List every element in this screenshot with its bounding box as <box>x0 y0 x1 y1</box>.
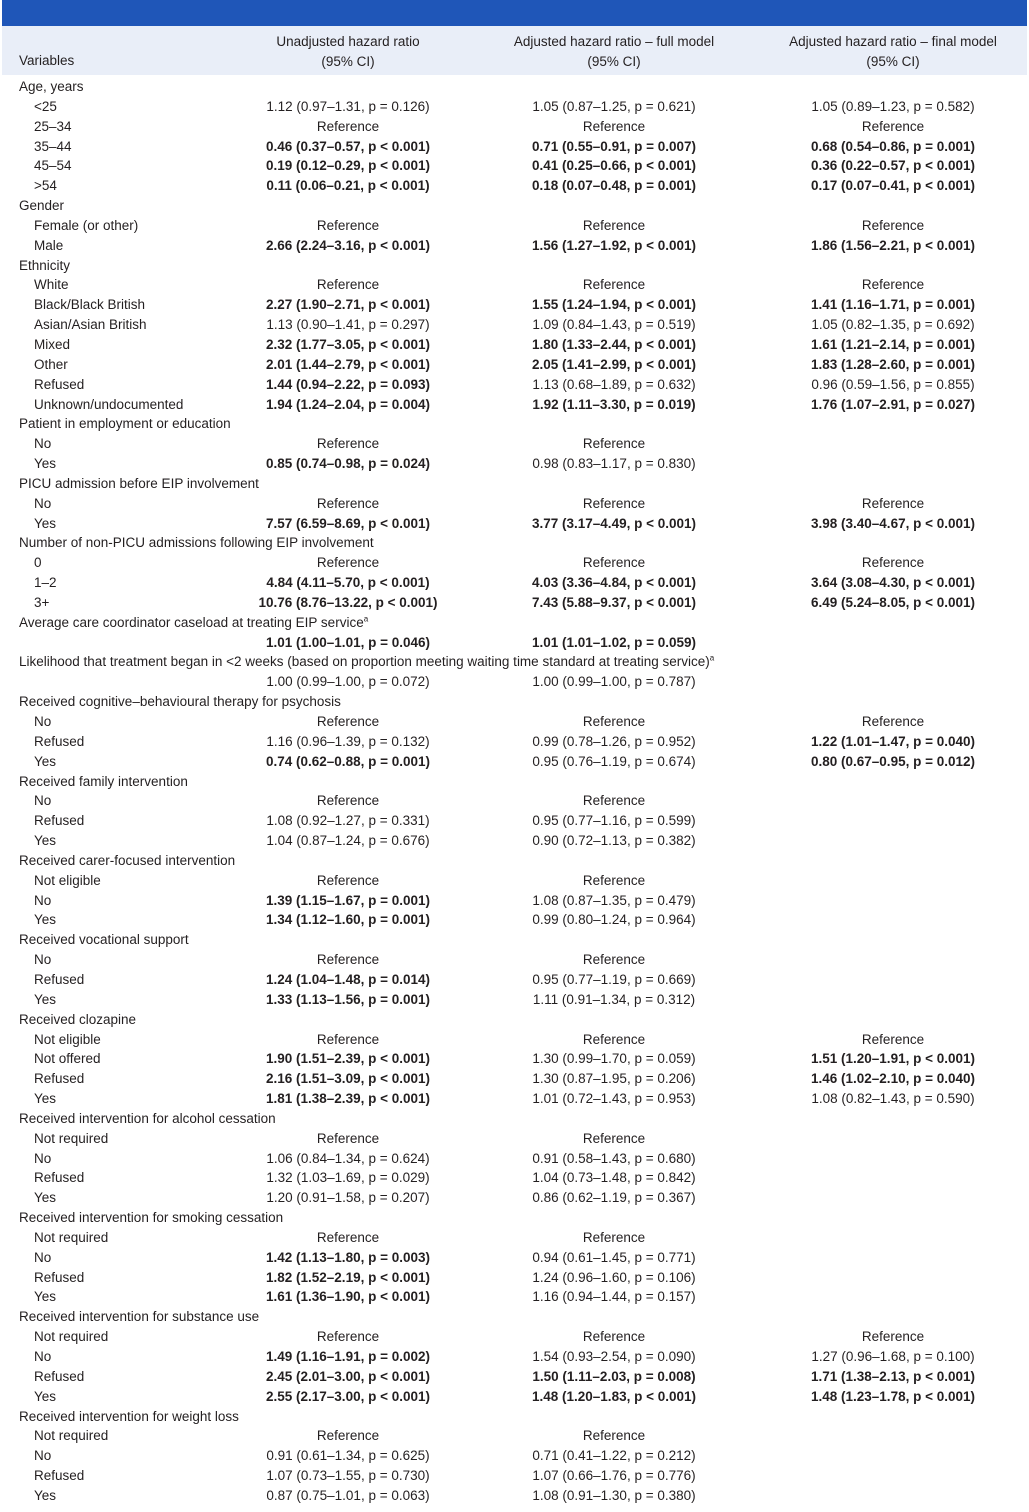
unadjusted-hr-cell: 0.85 (0.74–0.98, p = 0.024) <box>266 456 430 472</box>
row-label: Yes <box>34 456 57 472</box>
full-model-hr-cell: 1.54 (0.93–2.54, p = 0.090) <box>532 1349 696 1364</box>
header-col-unadjusted <box>198 32 498 72</box>
full-model-hr-cell: 0.99 (0.78–1.26, p = 0.952) <box>532 733 696 749</box>
table-header <box>2 26 1027 75</box>
row-label: 45–54 <box>34 158 72 174</box>
full-model-hr-cell: Reference <box>582 118 646 134</box>
final-model-hr-cell: 1.71 (1.38–2.13, p < 0.001) <box>811 1368 975 1384</box>
unadjusted-hr-cell: Reference <box>316 495 380 511</box>
table-row <box>0 990 1029 1010</box>
unadjusted-hr-cell: Reference <box>316 793 380 809</box>
unadjusted-hr-cell: Reference <box>316 277 380 293</box>
unadjusted-hr-cell: 1.12 (0.97–1.31, p = 0.126) <box>266 98 430 114</box>
full-model-hr-cell: 1.01 (0.72–1.43, p = 0.953) <box>532 1091 696 1107</box>
group-label: Age, years <box>19 79 84 94</box>
unadjusted-hr-cell: 1.34 (1.12–1.60, p = 0.001) <box>266 912 430 928</box>
full-model-hr-cell: 0.98 (0.83–1.17, p = 0.830) <box>532 456 696 472</box>
group-label: Number of non-PICU admissions following EIP involvement <box>19 535 374 551</box>
table-row <box>0 1387 1029 1407</box>
table-row <box>0 176 1029 196</box>
table-group-row <box>0 77 1029 97</box>
full-model-hr-cell: 0.41 (0.25–0.66, p < 0.001) <box>532 158 696 174</box>
table-row <box>0 573 1029 593</box>
unadjusted-hr-cell: Reference <box>316 1428 380 1444</box>
unadjusted-hr-cell: 1.81 (1.38–2.39, p < 0.001) <box>266 1091 430 1107</box>
table-row <box>0 315 1029 335</box>
header-col-final-model <box>743 32 1029 72</box>
unadjusted-hr-cell: 2.45 (2.01–3.00, p < 0.001) <box>266 1368 430 1384</box>
full-model-hr-cell: 0.95 (0.76–1.19, p = 0.674) <box>532 753 696 769</box>
unadjusted-hr-cell: 1.20 (0.91–1.58, p = 0.207) <box>266 1190 430 1206</box>
group-label: Average care coordinator caseload at treating EIP service$^a$ <box>19 614 369 630</box>
row-label: Refused <box>34 733 85 749</box>
final-model-hr-cell: Reference <box>861 217 925 233</box>
full-model-hr-cell: 0.18 (0.07–0.48, p = 0.001) <box>532 178 696 194</box>
table-row <box>0 1268 1029 1288</box>
unadjusted-hr-cell: Reference <box>316 952 380 968</box>
table-row <box>0 335 1029 355</box>
table-row <box>0 831 1029 851</box>
full-model-hr-cell: Reference <box>582 436 646 452</box>
table-row <box>0 871 1029 891</box>
unadjusted-hr-cell: 1.01 (1.00–1.01, p = 0.046) <box>266 634 430 650</box>
row-label: Refused <box>34 1269 85 1285</box>
full-model-hr-cell: 0.99 (0.80–1.24, p = 0.964) <box>532 912 696 928</box>
header-col-unadjusted-ci: (95% CI) <box>321 54 375 69</box>
full-model-hr-cell: Reference <box>582 1329 646 1345</box>
unadjusted-hr-cell: Reference <box>316 714 380 729</box>
final-model-hr-cell: 1.51 (1.20–1.91, p < 0.001) <box>811 1051 975 1067</box>
unadjusted-hr-cell: 2.27 (1.90–2.71, p < 0.001) <box>266 297 430 313</box>
table-row <box>0 1149 1029 1169</box>
table-row <box>0 553 1029 573</box>
table-group-row <box>0 692 1029 712</box>
table-row <box>0 593 1029 613</box>
full-model-hr-cell: 1.07 (0.66–1.76, p = 0.776) <box>532 1468 696 1484</box>
table-row <box>0 494 1029 514</box>
full-model-hr-cell: Reference <box>582 793 646 809</box>
full-model-hr-cell: 1.92 (1.11–3.30, p = 0.019) <box>532 396 696 412</box>
full-model-hr-cell: 1.50 (1.11–2.03, p = 0.008) <box>532 1368 696 1384</box>
full-model-hr-cell: 1.04 (0.73–1.48, p = 0.842) <box>532 1170 696 1186</box>
final-model-hr-cell: 0.17 (0.07–0.41, p < 0.001) <box>811 178 975 194</box>
row-label: 1–2 <box>34 575 57 591</box>
row-label: No <box>34 1249 52 1265</box>
table-row <box>0 891 1029 911</box>
table-row <box>0 1486 1029 1506</box>
final-model-hr-cell: 1.83 (1.28–2.60, p = 0.001) <box>811 356 975 372</box>
unadjusted-hr-cell: 1.90 (1.51–2.39, p < 0.001) <box>266 1051 430 1067</box>
group-label: PICU admission before EIP involvement <box>19 475 259 491</box>
table-group-row <box>0 1010 1029 1030</box>
table-row <box>0 137 1029 157</box>
table-row <box>0 295 1029 315</box>
group-label: Likelihood that treatment began in <2 weeks (based on proportion meeting waiting time standard at treating service)$^a$ <box>19 653 715 670</box>
group-label: Received family intervention <box>19 773 188 789</box>
final-model-hr-cell: 1.76 (1.07–2.91, p = 0.027) <box>811 396 975 412</box>
header-col-final-model-title: Adjusted hazard ratio – final model <box>789 34 997 49</box>
unadjusted-hr-cell: 1.13 (0.90–1.41, p = 0.297) <box>266 317 430 333</box>
row-label: Yes <box>34 1190 57 1206</box>
unadjusted-hr-cell: 1.04 (0.87–1.24, p = 0.676) <box>266 833 430 849</box>
unadjusted-hr-cell: 1.44 (0.94–2.22, p = 0.093) <box>266 376 430 392</box>
unadjusted-hr-cell: Reference <box>316 217 380 233</box>
full-model-hr-cell: 1.55 (1.24–1.94, p < 0.001) <box>532 297 696 313</box>
table-row <box>0 1168 1029 1188</box>
table-row <box>0 216 1029 236</box>
footnote-marker: a <box>709 653 715 663</box>
full-model-hr-cell: Reference <box>582 952 646 968</box>
header-col-final-model-ci: (95% CI) <box>866 54 920 69</box>
table-group-row <box>0 613 1029 633</box>
row-label: Asian/Asian British <box>34 317 147 333</box>
table-row <box>0 672 1029 692</box>
unadjusted-hr-cell: 10.76 (8.76–13.22, p < 0.001) <box>258 594 438 610</box>
header-col-full-model <box>464 32 764 72</box>
unadjusted-hr-cell: 0.46 (0.37–0.57, p < 0.001) <box>266 138 430 154</box>
table-row <box>0 275 1029 295</box>
full-model-hr-cell: Reference <box>582 1130 646 1146</box>
unadjusted-hr-cell: 2.16 (1.51–3.09, p < 0.001) <box>266 1071 430 1087</box>
unadjusted-hr-cell: 1.33 (1.13–1.56, p = 0.001) <box>266 991 430 1007</box>
unadjusted-hr-cell: 1.94 (1.24–2.04, p = 0.004) <box>266 396 430 412</box>
table-group-row <box>0 652 1029 672</box>
row-label: Yes <box>34 515 57 531</box>
unadjusted-hr-cell: 0.74 (0.62–0.88, p = 0.001) <box>266 753 430 769</box>
table-row <box>0 1347 1029 1367</box>
table-row <box>0 1426 1029 1446</box>
table-row <box>0 752 1029 772</box>
full-model-hr-cell: 0.95 (0.77–1.16, p = 0.599) <box>532 813 696 829</box>
final-model-hr-cell: 1.08 (0.82–1.43, p = 0.590) <box>811 1091 975 1107</box>
full-model-hr-cell: 1.00 (0.99–1.00, p = 0.787) <box>532 674 696 690</box>
row-label: Not required <box>34 1428 109 1444</box>
group-label: Received clozapine <box>19 1011 137 1027</box>
row-label: Yes <box>34 991 57 1007</box>
final-model-hr-cell: 1.05 (0.89–1.23, p = 0.582) <box>811 98 975 114</box>
unadjusted-hr-cell: 1.61 (1.36–1.90, p < 0.001) <box>266 1289 430 1305</box>
header-col-full-model-ci: (95% CI) <box>587 54 641 69</box>
table-group-row <box>0 1109 1029 1129</box>
full-model-hr-cell: 4.03 (3.36–4.84, p < 0.001) <box>532 575 696 591</box>
table-row <box>0 791 1029 811</box>
unadjusted-hr-cell: 0.91 (0.61–1.34, p = 0.625) <box>266 1448 430 1464</box>
final-model-hr-cell: 6.49 (5.24–8.05, p < 0.001) <box>811 594 975 610</box>
row-label: Female (or other) <box>34 217 139 233</box>
full-model-hr-cell: 2.05 (1.41–2.99, p < 0.001) <box>532 356 696 372</box>
table-row <box>0 454 1029 474</box>
row-label: Mixed <box>34 336 71 352</box>
full-model-hr-cell: 1.30 (0.99–1.70, p = 0.059) <box>532 1051 696 1067</box>
full-model-hr-cell: 0.71 (0.41–1.22, p = 0.212) <box>532 1448 696 1464</box>
row-label: Refused <box>34 1170 85 1186</box>
final-model-hr-cell: Reference <box>861 277 925 293</box>
unadjusted-hr-cell: 2.66 (2.24–3.16, p < 0.001) <box>266 237 430 253</box>
table-row <box>0 712 1029 732</box>
row-label: Refused <box>34 813 85 829</box>
unadjusted-hr-cell: 0.11 (0.06–0.21, p < 0.001) <box>266 178 430 194</box>
table-row <box>0 732 1029 752</box>
full-model-hr-cell: 1.11 (0.91–1.34, p = 0.312) <box>532 991 696 1007</box>
group-label: Received intervention for smoking cessation <box>19 1210 284 1226</box>
row-label: Yes <box>34 1388 57 1404</box>
table-row <box>0 1287 1029 1307</box>
table-row <box>0 97 1029 117</box>
final-model-hr-cell: Reference <box>861 1329 925 1345</box>
table-group-row <box>0 256 1029 276</box>
unadjusted-hr-cell: 0.87 (0.75–1.01, p = 0.063) <box>266 1487 430 1503</box>
table-group-row <box>0 1208 1029 1228</box>
final-model-hr-cell: 1.27 (0.96–1.68, p = 0.100) <box>811 1349 975 1364</box>
row-label: 0 <box>34 555 42 571</box>
table-row <box>0 1248 1029 1268</box>
row-label: No <box>34 714 52 729</box>
table-row <box>0 1446 1029 1466</box>
full-model-hr-cell: Reference <box>582 872 646 888</box>
header-col-full-model-title: Adjusted hazard ratio – full model <box>513 34 715 49</box>
unadjusted-hr-cell: 1.08 (0.92–1.27, p = 0.331) <box>266 813 430 829</box>
table-row <box>0 1030 1029 1050</box>
row-label: Not required <box>34 1329 109 1345</box>
row-label: No <box>34 793 52 809</box>
row-label: Refused <box>34 1071 85 1087</box>
table-row <box>0 514 1029 534</box>
full-model-hr-cell: Reference <box>582 555 646 571</box>
unadjusted-hr-cell: Reference <box>316 1130 380 1146</box>
table-row <box>0 355 1029 375</box>
unadjusted-hr-cell: 2.01 (1.44–2.79, p < 0.001) <box>266 356 430 372</box>
row-label: Not offered <box>34 1051 101 1067</box>
row-label: No <box>34 892 52 908</box>
unadjusted-hr-cell: Reference <box>316 436 380 452</box>
full-model-hr-cell: 0.91 (0.58–1.43, p = 0.680) <box>532 1150 696 1166</box>
table-group-row <box>0 414 1029 434</box>
row-label: Yes <box>34 1289 57 1305</box>
full-model-hr-cell: 1.16 (0.94–1.44, p = 0.157) <box>532 1289 696 1305</box>
final-model-hr-cell: Reference <box>861 555 925 571</box>
full-model-hr-cell: 1.30 (0.87–1.95, p = 0.206) <box>532 1071 696 1087</box>
table-row <box>0 1089 1029 1109</box>
row-label: Yes <box>34 912 57 928</box>
row-label: Yes <box>34 1487 57 1503</box>
full-model-hr-cell: 1.56 (1.27–1.92, p < 0.001) <box>532 237 696 253</box>
footnote-marker: a <box>363 614 369 624</box>
group-label: Received vocational support <box>19 932 189 948</box>
group-label: Received cognitive–behavioural therapy for psychosis <box>19 694 341 710</box>
full-model-hr-cell: Reference <box>582 495 646 511</box>
final-model-hr-cell: Reference <box>861 714 925 729</box>
final-model-hr-cell: 1.86 (1.56–2.21, p < 0.001) <box>811 237 975 253</box>
table-row <box>0 1188 1029 1208</box>
unadjusted-hr-cell: 2.55 (2.17–3.00, p < 0.001) <box>266 1388 430 1404</box>
full-model-hr-cell: 0.71 (0.55–0.91, p = 0.007) <box>532 138 696 154</box>
final-model-hr-cell: 3.98 (3.40–4.67, p < 0.001) <box>811 515 975 531</box>
row-label: Yes <box>34 753 57 769</box>
row-label: Male <box>34 237 64 253</box>
row-label: Refused <box>34 1368 85 1384</box>
final-model-hr-cell: 1.48 (1.23–1.78, p < 0.001) <box>811 1388 975 1404</box>
row-label: <25 <box>34 98 57 114</box>
row-label: No <box>34 1150 52 1166</box>
final-model-hr-cell: Reference <box>861 1031 925 1047</box>
unadjusted-hr-cell: 7.57 (6.59–8.69, p < 0.001) <box>266 515 430 531</box>
table-group-row <box>0 772 1029 792</box>
group-label: Ethnicity <box>19 257 71 273</box>
table-row <box>0 633 1029 653</box>
full-model-hr-cell: 3.77 (3.17–4.49, p < 0.001) <box>532 515 696 531</box>
unadjusted-hr-cell: 1.24 (1.04–1.48, p = 0.014) <box>266 971 430 987</box>
table-row <box>0 1129 1029 1149</box>
row-label: Yes <box>34 1091 57 1107</box>
table-row <box>0 950 1029 970</box>
row-label: Yes <box>34 833 57 849</box>
header-variables: Variables <box>19 53 75 68</box>
final-model-hr-cell: 1.61 (1.21–2.14, p = 0.001) <box>811 336 975 352</box>
unadjusted-hr-cell: Reference <box>316 1031 380 1047</box>
full-model-hr-cell: 1.01 (1.01–1.02, p = 0.059) <box>532 634 696 650</box>
row-label: Refused <box>34 971 85 987</box>
final-model-hr-cell: 1.05 (0.82–1.35, p = 0.692) <box>811 317 975 333</box>
final-model-hr-cell: Reference <box>861 118 925 134</box>
row-label: Refused <box>34 376 85 392</box>
final-model-hr-cell: Reference <box>861 495 925 511</box>
table-row <box>0 1367 1029 1387</box>
row-label: No <box>34 1448 52 1464</box>
table-group-row <box>0 533 1029 553</box>
table-group-row <box>0 196 1029 216</box>
full-model-hr-cell: 1.08 (0.87–1.35, p = 0.479) <box>532 892 696 908</box>
final-model-hr-cell: 0.96 (0.59–1.56, p = 0.855) <box>811 376 975 392</box>
full-model-hr-cell: 1.80 (1.33–2.44, p < 0.001) <box>532 336 696 352</box>
table-row <box>0 236 1029 256</box>
full-model-hr-cell: Reference <box>582 277 646 293</box>
group-label: Received intervention for substance use <box>19 1309 260 1325</box>
group-label: Received intervention for alcohol cessation <box>19 1110 276 1126</box>
table-row <box>0 1327 1029 1347</box>
group-label: Received carer-focused intervention <box>19 852 236 868</box>
row-label: Not eligible <box>34 1031 101 1047</box>
final-model-hr-cell: 1.46 (1.02–2.10, p = 0.040) <box>811 1071 975 1087</box>
table-group-row <box>0 1407 1029 1427</box>
unadjusted-hr-cell: 1.49 (1.16–1.91, p = 0.002) <box>266 1349 430 1364</box>
row-label: >54 <box>34 178 57 194</box>
unadjusted-hr-cell: 1.39 (1.15–1.67, p = 0.001) <box>266 892 430 908</box>
table-row <box>0 395 1029 415</box>
row-label: 25–34 <box>34 118 72 134</box>
unadjusted-hr-cell: Reference <box>316 872 380 888</box>
table-row <box>0 117 1029 137</box>
row-label: No <box>34 952 52 968</box>
table-row <box>0 1049 1029 1069</box>
unadjusted-hr-cell: 1.32 (1.03–1.69, p = 0.029) <box>266 1170 430 1186</box>
header-col-unadjusted-title: Unadjusted hazard ratio <box>276 34 420 49</box>
unadjusted-hr-cell: Reference <box>316 555 380 571</box>
full-model-hr-cell: 7.43 (5.88–9.37, p < 0.001) <box>532 594 696 610</box>
unadjusted-hr-cell: Reference <box>316 118 380 134</box>
unadjusted-hr-cell: 2.32 (1.77–3.05, p < 0.001) <box>266 336 430 352</box>
row-label: Refused <box>34 1468 85 1484</box>
unadjusted-hr-cell: 1.00 (0.99–1.00, p = 0.072) <box>266 674 430 690</box>
table-row <box>0 434 1029 454</box>
table-row <box>0 910 1029 930</box>
full-model-hr-cell: Reference <box>582 1428 646 1444</box>
table-top-bar <box>2 0 1027 26</box>
unadjusted-hr-cell: 1.07 (0.73–1.55, p = 0.730) <box>266 1468 430 1484</box>
full-model-hr-cell: 0.90 (0.72–1.13, p = 0.382) <box>532 833 696 849</box>
final-model-hr-cell: 1.41 (1.16–1.71, p = 0.001) <box>811 297 975 313</box>
row-label: No <box>34 1349 52 1364</box>
row-label: Not required <box>34 1130 109 1146</box>
row-label: White <box>34 277 69 293</box>
row-label: 35–44 <box>34 138 72 154</box>
full-model-hr-cell: 1.08 (0.91–1.30, p = 0.380) <box>532 1487 696 1503</box>
unadjusted-hr-cell: 0.19 (0.12–0.29, p < 0.001) <box>266 158 430 174</box>
unadjusted-hr-cell: 1.06 (0.84–1.34, p = 0.624) <box>266 1150 430 1166</box>
full-model-hr-cell: 1.09 (0.84–1.43, p = 0.519) <box>532 317 696 333</box>
table-row <box>0 375 1029 395</box>
group-label: Patient in employment or education <box>19 416 231 432</box>
full-model-hr-cell: 1.13 (0.68–1.89, p = 0.632) <box>532 376 696 392</box>
full-model-hr-cell: Reference <box>582 1229 646 1245</box>
row-label: Other <box>34 356 68 372</box>
group-label: Received intervention for weight loss <box>19 1408 239 1424</box>
full-model-hr-cell: 0.95 (0.77–1.19, p = 0.669) <box>532 971 696 987</box>
full-model-hr-cell: 0.94 (0.61–1.45, p = 0.771) <box>532 1249 696 1265</box>
row-label: Not eligible <box>34 872 101 888</box>
unadjusted-hr-cell: 1.16 (0.96–1.39, p = 0.132) <box>266 733 430 749</box>
table-row <box>0 970 1029 990</box>
table-group-row <box>0 1307 1029 1327</box>
table-row <box>0 156 1029 176</box>
full-model-hr-cell: 1.05 (0.87–1.25, p = 0.621) <box>532 98 696 114</box>
final-model-hr-cell: 0.80 (0.67–0.95, p = 0.012) <box>811 753 975 769</box>
final-model-hr-cell: 0.36 (0.22–0.57, p < 0.001) <box>811 158 975 174</box>
table-row <box>0 1069 1029 1089</box>
unadjusted-hr-cell: 1.42 (1.13–1.80, p = 0.003) <box>266 1249 430 1265</box>
row-label: 3+ <box>34 594 50 610</box>
table-row <box>0 1466 1029 1486</box>
final-model-hr-cell: 1.22 (1.01–1.47, p = 0.040) <box>811 733 975 749</box>
table-group-row <box>0 930 1029 950</box>
full-model-hr-cell: Reference <box>582 217 646 233</box>
full-model-hr-cell: Reference <box>582 1031 646 1047</box>
row-label: No <box>34 495 52 511</box>
full-model-hr-cell: 0.86 (0.62–1.19, p = 0.367) <box>532 1190 696 1206</box>
full-model-hr-cell: 1.24 (0.96–1.60, p = 0.106) <box>532 1269 696 1285</box>
table-group-row <box>0 474 1029 494</box>
row-label: No <box>34 436 52 452</box>
table-row <box>0 1228 1029 1248</box>
row-label: Not required <box>34 1229 109 1245</box>
unadjusted-hr-cell: 4.84 (4.11–5.70, p < 0.001) <box>266 575 430 591</box>
row-label: Black/Black British <box>34 297 146 313</box>
unadjusted-hr-cell: 1.82 (1.52–2.19, p < 0.001) <box>266 1269 430 1285</box>
final-model-hr-cell: 0.68 (0.54–0.86, p = 0.001) <box>811 138 975 154</box>
final-model-hr-cell: 3.64 (3.08–4.30, p < 0.001) <box>811 575 975 591</box>
table-body <box>0 77 1029 1506</box>
full-model-hr-cell: 1.48 (1.20–1.83, p < 0.001) <box>532 1388 696 1404</box>
table-group-row <box>0 851 1029 871</box>
table-row <box>0 811 1029 831</box>
full-model-hr-cell: Reference <box>582 714 646 729</box>
unadjusted-hr-cell: Reference <box>316 1329 380 1345</box>
group-label: Gender <box>19 198 65 214</box>
row-label: Unknown/undocumented <box>34 396 184 412</box>
unadjusted-hr-cell: Reference <box>316 1229 380 1245</box>
